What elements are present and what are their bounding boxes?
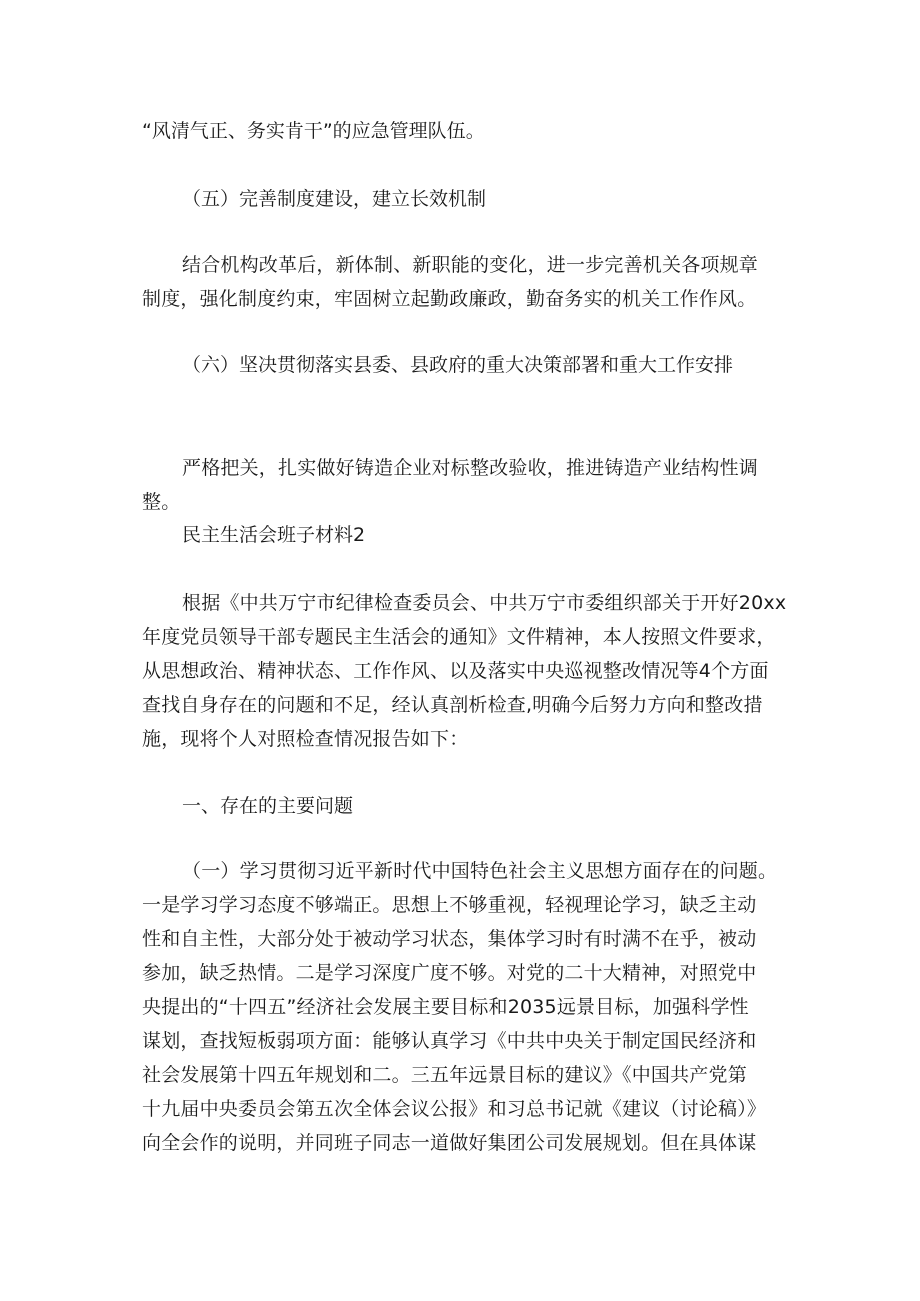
paragraph-line: 十九届中央委员会第五次全体会议公报》和习总书记就《建议（讨论稿）》 [142, 1098, 767, 1120]
section-title: 民主生活会班子材料2 [182, 524, 366, 546]
paragraph-line: 性和自主性，大部分处于被动学习状态，集体学习时有时满不在乎，被动 [142, 928, 757, 950]
paragraph-5 [142, 248, 758, 316]
paragraph-line: 年度党员领导干部专题民主生活会的通知》文件精神，本人按照文件要求， [142, 626, 776, 648]
paragraph-problems [142, 854, 777, 1160]
paragraph-intro [142, 586, 786, 756]
paragraph-line: 严格把关，扎实做好铸造企业对标整改验收，推进铸造产业结构性调 [182, 457, 759, 479]
paragraph-line: 社会发展第十四五年规划和二。三五年远景目标的建议》《中国共产党第 [142, 1064, 747, 1086]
paragraph-line: （一）学习贯彻习近平新时代中国特色社会主义思想方面存在的问题。 [182, 860, 778, 882]
paragraph-line: 施，现将个人对照检查情况报告如下： [142, 728, 469, 750]
heading-5: （五）完善制度建设，建立长效机制 [182, 188, 487, 210]
paragraph-line: 制度，强化制度约束，牢固树立起勤政廉政，勤奋务实的机关工作作风。 [142, 288, 757, 310]
paragraph-line: 参加，缺乏热情。二是学习深度广度不够。对党的二十大精神，对照党中 [142, 962, 757, 984]
paragraph-line: 查找自身存在的问题和不足，经认真剖析检查,明确今后努力方向和整改措 [142, 694, 763, 716]
paragraph-line: 根据《中共万宁市纪律检查委员会、中共万宁市委组织部关于开好20xx [182, 592, 787, 614]
paragraph-line: 央提出的“十四五”经济社会发展主要目标和2035远景目标，加强科学性 [142, 996, 749, 1018]
intro-tail-line: “风清气正、务实肯干”的应急管理队伍。 [142, 120, 485, 142]
paragraph-line: 谋划，查找短板弱项方面：能够认真学习《中共中央关于制定国民经济和 [142, 1030, 757, 1052]
paragraph-6 [142, 451, 758, 519]
heading-6: （六）坚决贯彻落实县委、县政府的重大决策部署和重大工作安排 [182, 354, 734, 376]
paragraph-line: 从思想政治、精神状态、工作作风、以及落实中央巡视整改情况等4个方面 [142, 660, 769, 682]
paragraph-line: 结合机构改革后，新体制、新职能的变化，进一步完善机关各项规章 [182, 254, 759, 276]
heading-problems: 一、存在的主要问题 [182, 795, 354, 817]
paragraph-line: 向全会作的说明，并同班子同志一道做好集团公司发展规划。但在具体谋 [142, 1132, 757, 1154]
paragraph-line: 整。 [142, 491, 181, 513]
paragraph-line: 一是学习学习态度不够端正。思想上不够重视，轻视理论学习，缺乏主动 [142, 894, 757, 916]
